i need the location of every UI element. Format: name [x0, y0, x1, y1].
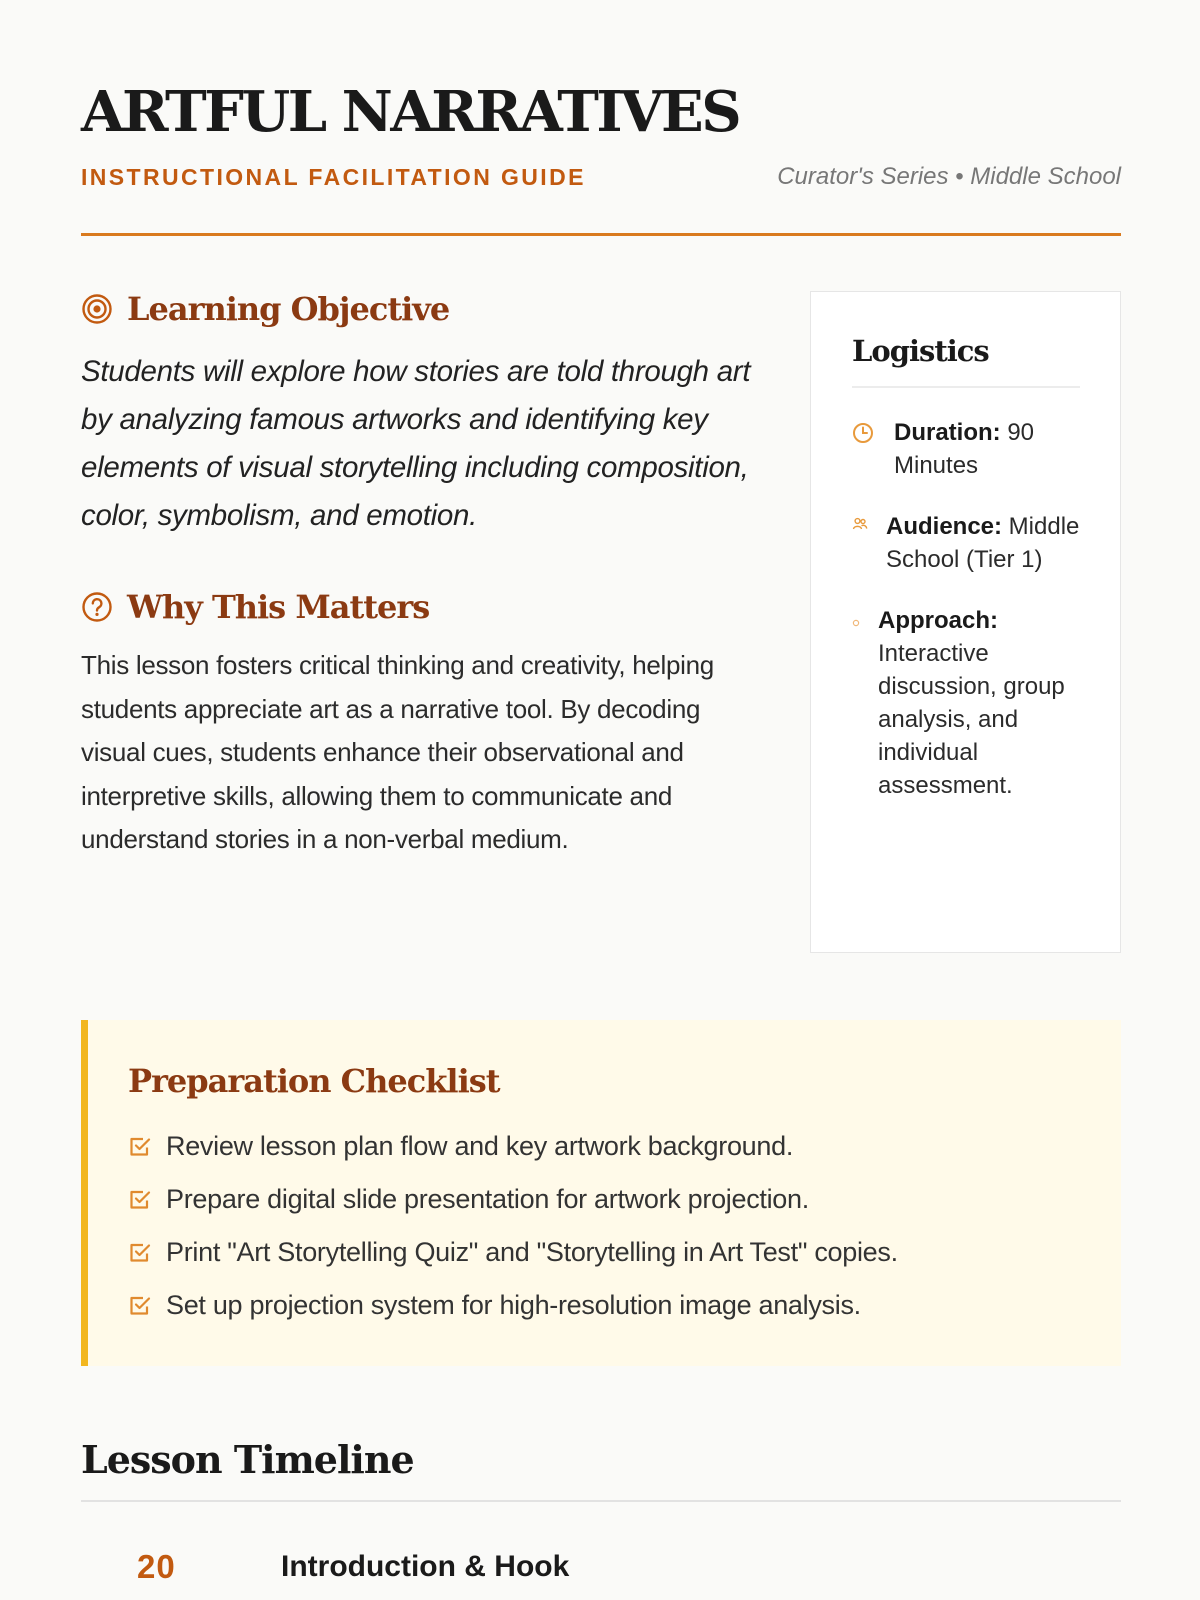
why-text: This lesson fosters critical thinking and creativity, helping students appreciate art as a narrative tool. By decoding visual cues, students enhance their observational and interpretive skills, allowing them to communicate and understand stories in a non-verbal medium.	[81, 650, 714, 854]
duration-text	[894, 416, 1080, 482]
approach-text	[878, 604, 1080, 802]
checklist-item	[128, 1279, 1081, 1332]
objective-heading	[81, 290, 761, 328]
audience-text	[886, 510, 1080, 576]
page-title: ARTFUL NARRATIVES	[81, 79, 740, 145]
users-icon	[852, 516, 868, 537]
checklist-items	[128, 1120, 1081, 1332]
timeline-divider	[81, 1500, 1121, 1502]
objective-heading-text: Learning Objective	[127, 290, 450, 328]
main-column	[81, 290, 761, 862]
checkbox-icon	[128, 1294, 152, 1318]
approach-label: Approach:	[878, 607, 998, 634]
audience-label: Audience:	[886, 513, 1003, 540]
logistics-approach	[852, 604, 1080, 802]
why-heading-text: Why This Matters	[127, 588, 430, 626]
dot-icon	[852, 614, 860, 632]
duration-value: 90 Minutes	[894, 419, 1035, 479]
audience-value: Middle School (Tier 1)	[886, 513, 1080, 573]
logistics-audience	[852, 510, 1080, 576]
header-divider	[81, 233, 1121, 236]
preparation-checklist	[81, 1020, 1121, 1366]
checklist-item-text: Print "Art Storytelling Quiz" and "Storytelling in Art Test" copies.	[166, 1237, 898, 1267]
checklist-item-text: Prepare digital slide presentation for artwork projection.	[166, 1184, 809, 1214]
checkbox-icon	[128, 1135, 152, 1159]
checklist-title: Preparation Checklist	[128, 1062, 500, 1100]
timeline-label: Introduction & Hook	[281, 1550, 570, 1583]
target-icon	[81, 293, 113, 325]
checklist-item	[128, 1120, 1081, 1173]
clock-icon	[852, 422, 874, 449]
series-label: Curator's Series • Middle School	[777, 163, 1121, 190]
checkbox-icon	[128, 1188, 152, 1212]
checkbox-icon	[128, 1241, 152, 1265]
question-icon	[81, 591, 113, 623]
page-subtitle: INSTRUCTIONAL FACILITATION GUIDE	[81, 164, 586, 190]
checklist-item-text: Review lesson plan flow and key artwork background.	[166, 1131, 794, 1161]
timeline-minutes: 20	[137, 1548, 176, 1585]
logistics-duration	[852, 416, 1080, 482]
checklist-item	[128, 1226, 1081, 1279]
checklist-item	[128, 1173, 1081, 1226]
objective-text: Students will explore how stories are told through art by analyzing famous artworks and identifying key elements of visual storytelling including composition, color, symbolism, and emotion.	[81, 355, 751, 532]
logistics-title: Logistics	[852, 334, 1080, 388]
duration-label: Duration:	[894, 419, 1001, 446]
why-heading	[81, 588, 761, 626]
checklist-item-text: Set up projection system for high-resolution image analysis.	[166, 1290, 861, 1320]
timeline-title: Lesson Timeline	[81, 1437, 414, 1482]
logistics-card	[810, 291, 1121, 953]
approach-value: Interactive discussion, group analysis, and individual assessment.	[878, 640, 1065, 799]
